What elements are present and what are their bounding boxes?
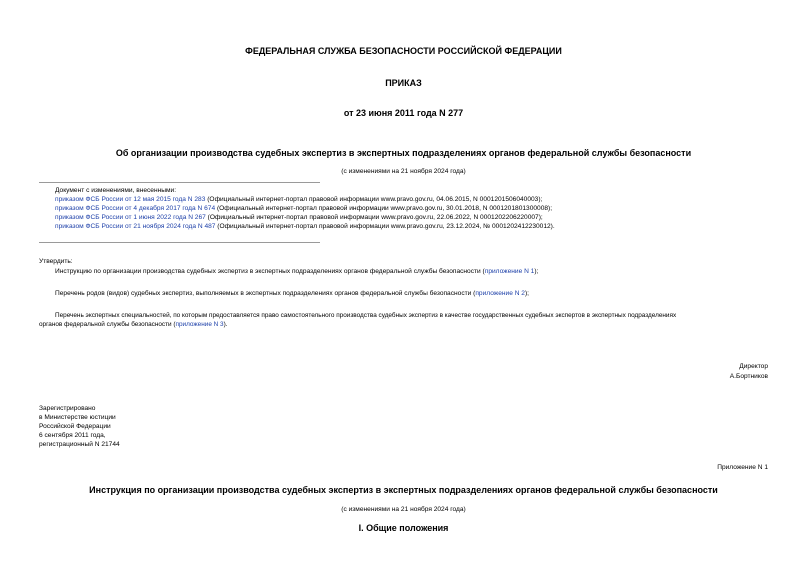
approve-item-3-line-1: Перечень экспертных специальностей, по которым предоставляется право самостоятельного производства судебных экспертиз в качестве государственных судебных экспертов в экспертных подразделениях — [55, 312, 677, 319]
amendments-block — [55, 186, 775, 231]
appendix-3-link[interactable]: приложение N 3 — [175, 321, 224, 328]
appendix-1-link[interactable]: приложение N 1 — [484, 268, 535, 275]
amended-note: (с изменениями на 21 ноября 2024 года) — [341, 168, 466, 175]
registration-block — [39, 404, 239, 449]
appendix-2-link[interactable]: приложение N 2 — [475, 290, 525, 297]
registration-line: Российской Федерации — [39, 423, 111, 430]
amendment-item: приказом ФСБ России от 12 мая 2015 года N 283 (Официальный интернет-портал правовой информации www.pravo.gov.ru, 04.06.2015, N 0001201506040003); — [55, 196, 543, 203]
appendix-amended-note: (с изменениями на 21 ноября 2024 года) — [341, 506, 466, 513]
signature-name: А.Бортников — [729, 373, 768, 380]
section-heading: I. Общие положения — [358, 523, 449, 533]
amendment-item: приказом ФСБ России от 4 декабря 2017 года N 674 (Официальный интернет-портал правовой информации www.pravo.gov.ru, 30.01.2018, N 0001201801300008); — [55, 205, 553, 212]
amendment-item: приказом ФСБ России от 1 июня 2022 года N 267 (Официальный интернет-портал правовой информации www.pravo.gov.ru, 22.06.2022, N 0001202206220007); — [55, 214, 543, 221]
document-title: Об организации производства судебных экспертиз в экспертных подразделениях органов федеральной службы безопасности — [115, 148, 692, 158]
signature-position: Директор — [739, 363, 768, 370]
approve-label: Утвердить: — [39, 258, 73, 265]
amendment-link[interactable]: приказом ФСБ России от 12 мая 2015 года N 283 — [55, 196, 206, 203]
registration-line: Зарегистрировано — [39, 405, 96, 412]
registration-line: 6 сентября 2011 года, — [39, 432, 106, 439]
registration-line: регистрационный N 21744 — [39, 441, 120, 448]
appendix-title: Инструкция по организации производства судебных экспертиз в экспертных подразделениях органов федеральной службы безопасности — [89, 485, 718, 495]
document-date-number: от 23 июня 2011 года N 277 — [343, 108, 464, 118]
registration-line: в Министерстве юстиции — [39, 414, 116, 421]
approve-item-2: Перечень родов (видов) судебных экспертиз, выполняемых в экспертных подразделениях органов федеральной службы безопасности (приложение N 2); — [55, 290, 529, 297]
appendix-label: Приложение N 1 — [717, 464, 768, 471]
amendments-bottom-rule — [39, 242, 320, 243]
document-type: ПРИКАЗ — [385, 78, 422, 88]
approve-item-1: Инструкцию по организации производства судебных экспертиз в экспертных подразделениях органов федеральной службы безопасности (приложение N 1); — [55, 268, 539, 275]
amendments-top-rule — [39, 182, 320, 183]
amendment-item: приказом ФСБ России от 21 ноября 2024 года N 487 (Официальный интернет-портал правовой информации www.pravo.gov.ru, 23.12.2024, № 0001202412230012). — [55, 223, 555, 230]
amendment-link[interactable]: приказом ФСБ России от 4 декабря 2017 года N 674 — [55, 205, 216, 212]
approve-item-3-line-2: органов федеральной службы безопасности (приложение N 3). — [39, 321, 228, 328]
amendment-link[interactable]: приказом ФСБ России от 21 ноября 2024 года N 487 — [55, 223, 216, 230]
agency-name: ФЕДЕРАЛЬНАЯ СЛУЖБА БЕЗОПАСНОСТИ РОССИЙСКОЙ ФЕДЕРАЦИИ — [245, 46, 562, 56]
amendments-intro: Документ с изменениями, внесенными: — [55, 187, 177, 194]
amendment-link[interactable]: приказом ФСБ России от 1 июня 2022 года N 267 — [55, 214, 206, 221]
